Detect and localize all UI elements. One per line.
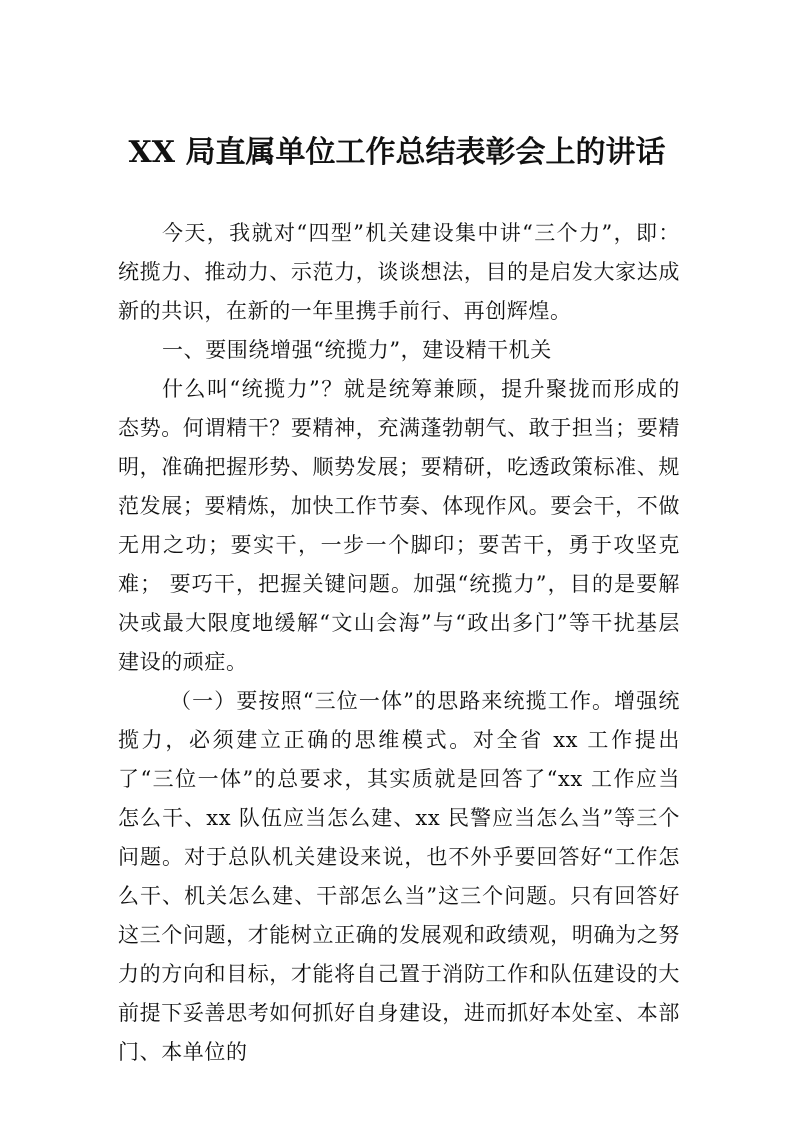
document-title: XX 局直属单位工作总结表彰会上的讲话	[128, 135, 666, 170]
paragraph-opening: 今天，我就对“四型”机关建设集中讲“三个力”，即：统揽力、推动力、示范力，谈谈想法，目的是启发大家达成新的共识，在新的一年里携手前行、再创辉煌。	[118, 221, 680, 323]
document-body	[118, 214, 680, 1072]
section-heading-1: 一、要围绕增强“统揽力”，建设精干机关	[162, 338, 552, 362]
paragraph-subsection-1: （一）要按照“三位一体”的思路来统揽工作。增强统揽力，必须建立正确的思维模式。对全省 xx 工作提出了“三位一体”的总要求，其实质就是回答了“xx 工作应当怎么干、xx 队伍应当怎么建、xx 民警应当怎么当”等三个问题。对于总队机关建设来说，也不外乎要回答好“工作怎么干、机关怎么建、干部怎么当”这三个问题。只有回答好这三个问题，才能树立正确的发展观和政绩观，明确为之努力的方向和目标，才能将自己置于消防工作和队伍建设的大前提下妥善思考如何抓好自身建设，进而抓好本处室、本部门、本单位的	[118, 689, 680, 1064]
paragraph-section-1: 什么叫“统揽力”？就是统筹兼顾，提升聚拢而形成的 态势。何谓精干？要精神，充满蓬勃朝气、敢于担当；要精明，准确把握形势、顺势发展；要精研，吃透政策标准、规范发展；要精炼，加快工作节奏、体现作风。要会干，不做无用之功；要实干，一步一个脚印；要苦干，勇于攻坚克难； 要巧干，把握关键问题。加强“统揽力”，目的是要解决或最大限度地缓解“文山会海”与“政出多门”等干扰基层建设的顽症。	[118, 377, 680, 674]
